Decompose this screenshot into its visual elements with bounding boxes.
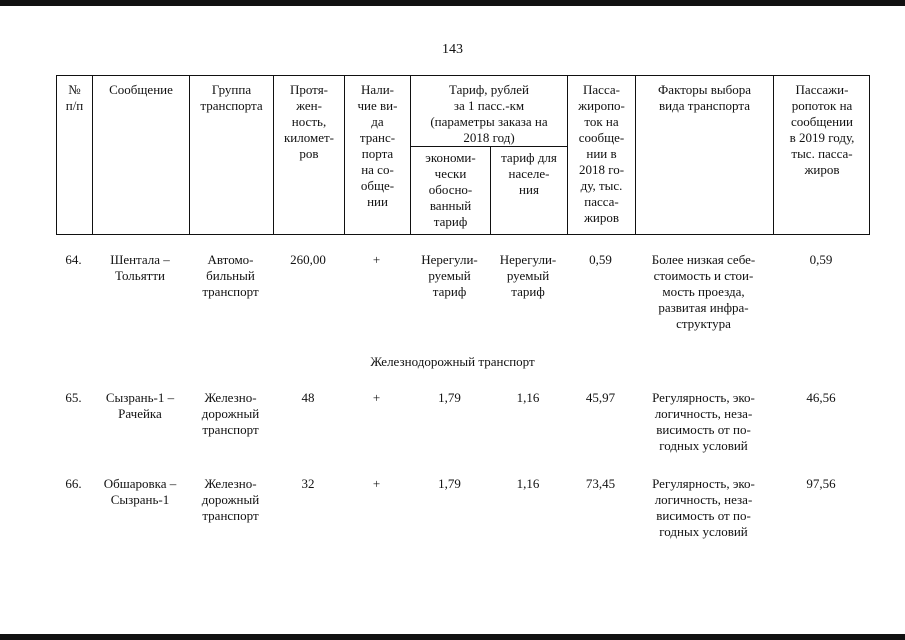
header-route: Сообщение [109, 82, 173, 97]
row-group: Железно- дорожный транспорт [201, 476, 260, 523]
row-tariff-population: 1,16 [516, 476, 540, 491]
header-num: № п/п [65, 82, 84, 113]
header-factors: Факторы выбора вида транспорта [658, 82, 751, 113]
table-header [56, 75, 870, 235]
row-factors: Регулярность, эко- логичность, неза- висимость от по- годных условий [652, 390, 755, 453]
row-availability: + [372, 252, 381, 267]
header-availability: Нали- чие ви- да транс- порта на со- обще- нии [357, 82, 398, 209]
row-tariff-economic: 1,79 [438, 476, 461, 491]
row-factors: Регулярность, эко- логичность, неза- висимость от по- годных условий [652, 476, 755, 539]
row-route: Шентала – Тольятти [110, 252, 170, 283]
row-flow-2018: 45,97 [585, 390, 616, 405]
header-tariff-economic: экономи- чески обосно- ванный тариф [425, 150, 476, 229]
row-flow-2018: 0,59 [589, 252, 612, 267]
row-route: Обшаровка – Сызрань-1 [103, 476, 177, 507]
header-length: Протя- жен- ность, километ- ров [283, 82, 335, 161]
row-tariff-population: Нерегули- руемый тариф [499, 252, 557, 299]
row-flow-2018: 73,45 [585, 476, 616, 491]
header-flow-2018: Пасса- жиропо- ток на сообще- нии в 2018 го- ду, тыс. пасса- жиров [578, 82, 625, 225]
row-group: Железно- дорожный транспорт [201, 390, 260, 437]
row-flow-2019: 97,56 [806, 476, 836, 491]
header-tariff-population: тариф для населе- ния [501, 150, 557, 197]
row-length: 32 [301, 476, 315, 491]
row-availability: + [372, 390, 381, 405]
row-tariff-population: 1,16 [516, 390, 540, 405]
section-title: Железнодорожный транспорт [370, 354, 535, 369]
header-divider [92, 76, 93, 234]
header-tariff: Тариф, рублей за 1 пасс.-км (параметры заказа на 2018 год) [430, 82, 548, 145]
header-group: Группа транспорта [200, 82, 263, 113]
header-subrule [410, 146, 567, 147]
row-num: 66. [65, 476, 82, 491]
row-group: Автомо- бильный транспорт [202, 252, 259, 299]
row-route: Сызрань-1 – Рачейка [105, 390, 175, 421]
row-length: 260,00 [290, 252, 326, 267]
row-length: 48 [301, 390, 315, 405]
row-tariff-economic: Нерегули- руемый тариф [421, 252, 478, 299]
bottom-border-rule [0, 634, 905, 640]
row-flow-2019: 46,56 [806, 390, 836, 405]
top-border-rule [0, 0, 905, 6]
row-factors: Более низкая себе- стоимость и стои- мость проезда, развитая инфра- структура [651, 252, 756, 331]
row-tariff-economic: 1,79 [438, 390, 461, 405]
row-num: 64. [65, 252, 82, 267]
row-num: 65. [65, 390, 82, 405]
page-number: 143 [442, 42, 463, 57]
row-availability: + [372, 476, 381, 491]
header-flow-2019: Пассажи- ропоток на сообщении в 2019 году, тыс. пасса- жиров [789, 82, 855, 177]
row-flow-2019: 0,59 [809, 252, 833, 267]
